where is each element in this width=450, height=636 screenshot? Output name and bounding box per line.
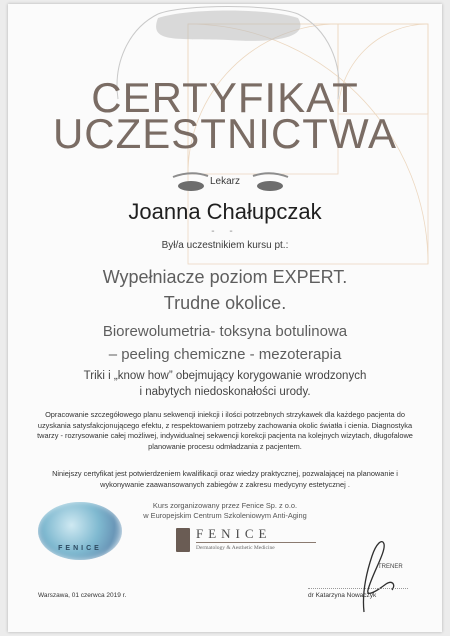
fenice-logo-icon [176,528,190,552]
course-description-line1: Triki i „know how” obejmujący korygowanie wrodzonych [83,370,367,382]
organizer-line2: w Europejskim Centrum Szkoleniowym Anti-Aging [143,511,307,520]
hologram-text: FENICE [58,545,102,552]
certificate-page [8,4,442,632]
trainer-label: TRENER [378,564,403,570]
certificate-title-line1: CERTYFIKAT [91,74,359,121]
fenice-logo-tagline: Dermatology & Aesthetic Medicine [196,545,275,551]
fenice-logo-name: FENICE [196,526,272,541]
organizer-line1: Kurs zorganizowany przez Fenice Sp. z o.o. [152,501,298,510]
course-description-line2: i nabytych niedoskonałości urody. [139,386,311,398]
logo-divider [196,542,316,543]
qualification-paragraph: Niniejszy certyfikat jest potwierdzeniem kwalifikacji oraz wiedzy praktycznej, pozwalającej na planowanie i wykonywanie zaawansowanych zabiegów z zakresu medycyny estetycznej . [52,469,398,489]
course-subtitle-line2: – peeling chemiczne - mezoterapia [108,346,342,363]
course-title-line2: Trudne okolice. [163,293,287,313]
separator: - - [211,226,239,237]
hologram-seal [38,502,122,560]
participant-text: Był/a uczestnikiem kursu pt.: [161,240,289,251]
issue-date: Warszawa, 01 czerwca 2019 r. [38,592,127,599]
recipient-name: Joanna Chałupczak [128,199,322,224]
course-subtitle-line1: Biorewolumetria- toksyna botulinowa [102,323,348,340]
signature-line [308,588,408,589]
trainer-name: dr Katarzyna Nowaczyk [308,592,377,599]
course-title-line1: Wypełniacze poziom EXPERT. [102,267,348,287]
recipient-role: Lekarz [209,176,240,187]
trainer-signature [332,534,402,614]
certificate-title-line2: UCZESTNICTWA [52,110,398,157]
course-scope-paragraph: Opracowanie szczegółowego planu sekwencji iniekcji i ilości potrzebnych strzykawek dla każdego pacjenta do uzyskania satysfakcjonującego efektu, z respektowaniem potrzeby zachowania okolic światła i cienia. Diagnostyka twarzy - rozrysowanie całej możliwej, indywidualnej sekwencji korekcji pacjenta na kolejnych wizytach, długofalowe planowanie procesu odmładzania z pacjentem. [37,410,413,451]
